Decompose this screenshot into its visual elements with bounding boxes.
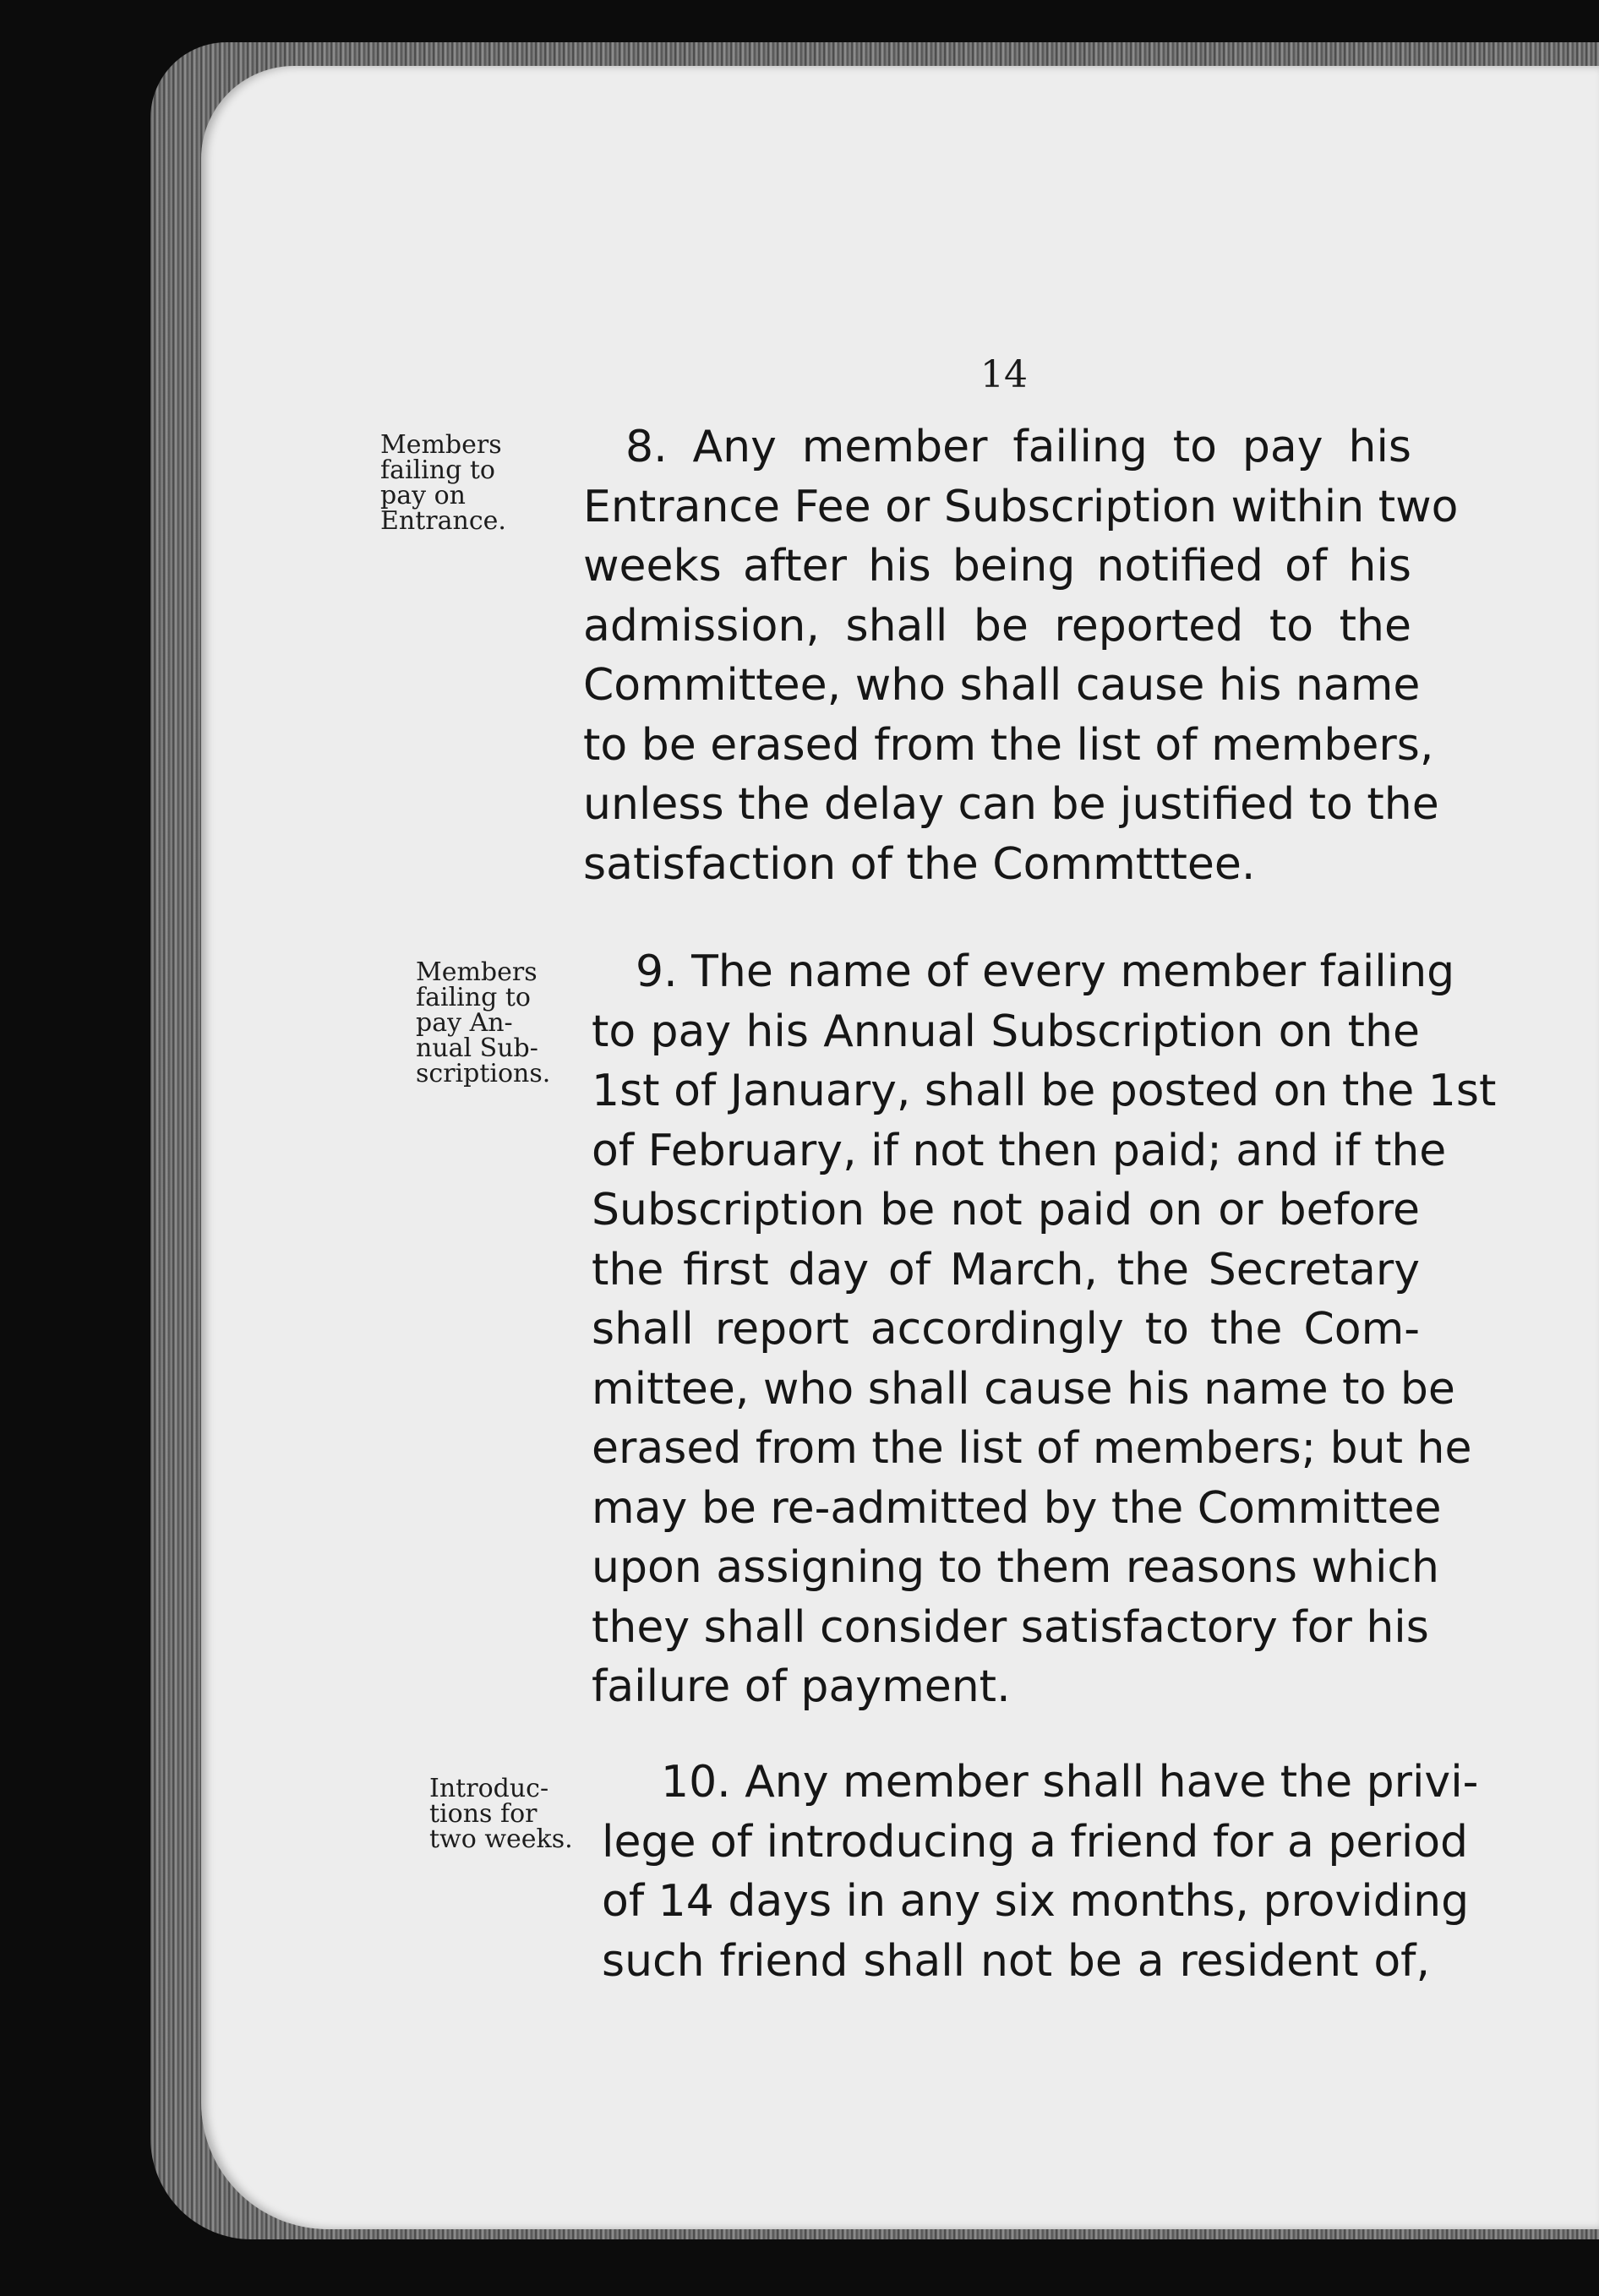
page-number: 14 xyxy=(980,353,1028,396)
paragraph-line: 10. Any member shall have the privi- xyxy=(661,1757,1479,1808)
paragraph-line: to pay his Annual Subscription on the xyxy=(592,1006,1420,1057)
margin-note-line: two weeks. xyxy=(429,1824,573,1854)
paragraph-line: shall report accordingly to the Com- xyxy=(592,1304,1420,1355)
paragraph-line: of 14 days in any six months, providing xyxy=(602,1876,1470,1927)
paragraph-line: mittee, who shall cause his name to be xyxy=(592,1363,1455,1415)
paragraph-line: upon assigning to them reasons which xyxy=(592,1542,1439,1593)
paragraph-section-9 xyxy=(592,942,1497,1717)
margin-note-line: Entrance. xyxy=(380,506,506,536)
margin-note-line: failing to xyxy=(416,983,531,1012)
paragraph-line: unless the delay can be justified to the xyxy=(583,779,1439,830)
paragraph-line: such friend shall not be a resident of, xyxy=(602,1935,1430,1987)
paragraph-line: the first day of March, the Secretary xyxy=(592,1244,1420,1295)
margin-note-section-10 xyxy=(429,1776,573,1852)
margin-note-line: Members xyxy=(380,430,502,460)
paragraph-section-8 xyxy=(583,417,1459,894)
margin-note-line: tions for xyxy=(429,1799,538,1829)
paragraph-line: Subscription be not paid on or before xyxy=(592,1185,1420,1235)
margin-note-section-8 xyxy=(380,430,506,536)
paragraph-line: erased from the list of members; but he xyxy=(592,1423,1472,1474)
paragraph-line: admission, shall be reported to the xyxy=(583,600,1411,652)
paragraph-line: 1st of January, shall be posted on the 1st xyxy=(592,1066,1497,1116)
paragraph-line: they shall consider satisfactory for his xyxy=(592,1601,1429,1653)
margin-note-line: Members xyxy=(416,957,538,987)
margin-note-line: nual Sub- xyxy=(416,1033,538,1063)
margin-note-line: pay on xyxy=(380,481,466,510)
paragraph-line: to be erased from the list of members, xyxy=(583,719,1434,771)
margin-note-line: Introduc- xyxy=(429,1774,549,1803)
paragraph-section-10 xyxy=(602,1753,1479,1991)
paragraph-line: lege of introducing a friend for a period xyxy=(602,1816,1469,1868)
paragraph-line: weeks after his being notified of his xyxy=(583,541,1411,592)
paragraph-line: may be re-admitted by the Committee xyxy=(592,1482,1442,1534)
paragraph-line: failure of payment. xyxy=(592,1661,1011,1712)
paragraph-line: satisfaction of the Commtttee. xyxy=(583,838,1256,890)
margin-note-line: pay An- xyxy=(416,1008,513,1038)
margin-note-line: scriptions. xyxy=(416,1059,551,1088)
margin-note-line: failing to xyxy=(380,455,495,485)
paragraph-line: 9. The name of every member failing xyxy=(636,946,1455,997)
paragraph-line: 8. Any member failing to pay his xyxy=(625,422,1411,472)
margin-note-section-9 xyxy=(416,957,551,1088)
paragraph-line: of February, if not then paid; and if the xyxy=(592,1125,1447,1176)
paragraph-line: Entrance Fee or Subscription within two xyxy=(583,481,1459,532)
paragraph-line: Committee, who shall cause his name xyxy=(583,660,1421,711)
